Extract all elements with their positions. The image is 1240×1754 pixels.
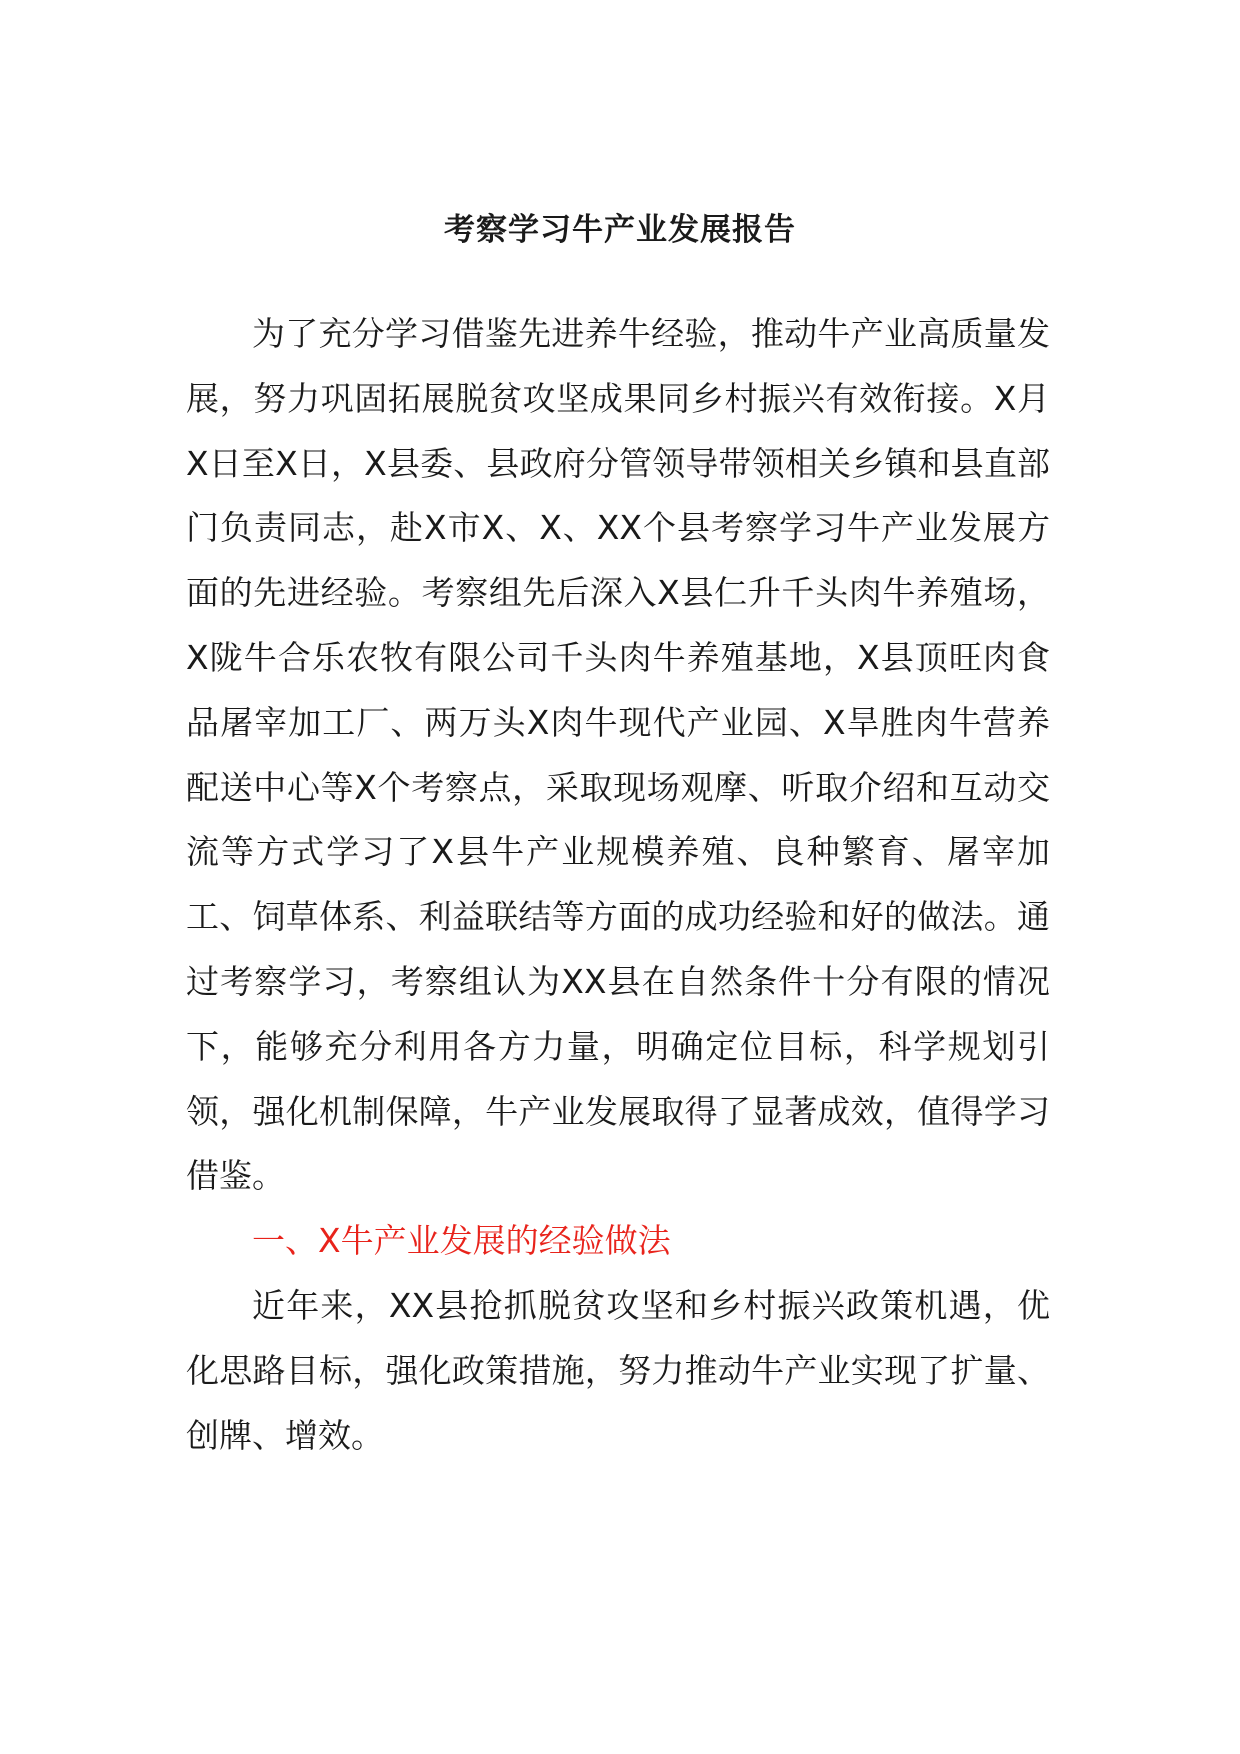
section-heading: 一、X牛产业发展的经验做法 bbox=[252, 1221, 671, 1261]
document-body bbox=[186, 302, 1050, 1468]
document-title: 考察学习牛产业发展报告 bbox=[444, 212, 796, 248]
section-paragraph: 近年来，XX县抢抓脱贫攻坚和乡村振兴政策机遇，优化思路目标，强化政策措施，努力推动牛产业实现了扩量、创牌、增效。 bbox=[186, 1285, 1050, 1455]
intro-paragraph: 为了充分学习借鉴先进养牛经验，推动牛产业高质量发展，努力巩固拓展脱贫攻坚成果同乡村振兴有效衔接。X月X日至X日，X县委、县政府分管领导带领相关乡镇和县直部门负责同志，赴X市X、X、XX个县考察学习牛产业发展方面的先进经验。考察组先后深入X县仁升千头肉牛养殖场，X陇牛合乐农牧有限公司千头肉牛养殖基地，X县顶旺肉食品屠宰加工厂、两万头X肉牛现代产业园、X旱胜肉牛营养配送中心等X个考察点，采取现场观摩、听取介绍和互动交流等方式学习了X县牛产业规模养殖、良种繁育、屠宰加工、饲草体系、利益联结等方面的成功经验和好的做法。通过考察学习，考察组认为XX县在自然条件十分有限的情况下，能够充分利用各方力量，明确定位目标，科学规划引领，强化机制保障，牛产业发展取得了显著成效，值得学习借鉴。 bbox=[186, 314, 1050, 1196]
